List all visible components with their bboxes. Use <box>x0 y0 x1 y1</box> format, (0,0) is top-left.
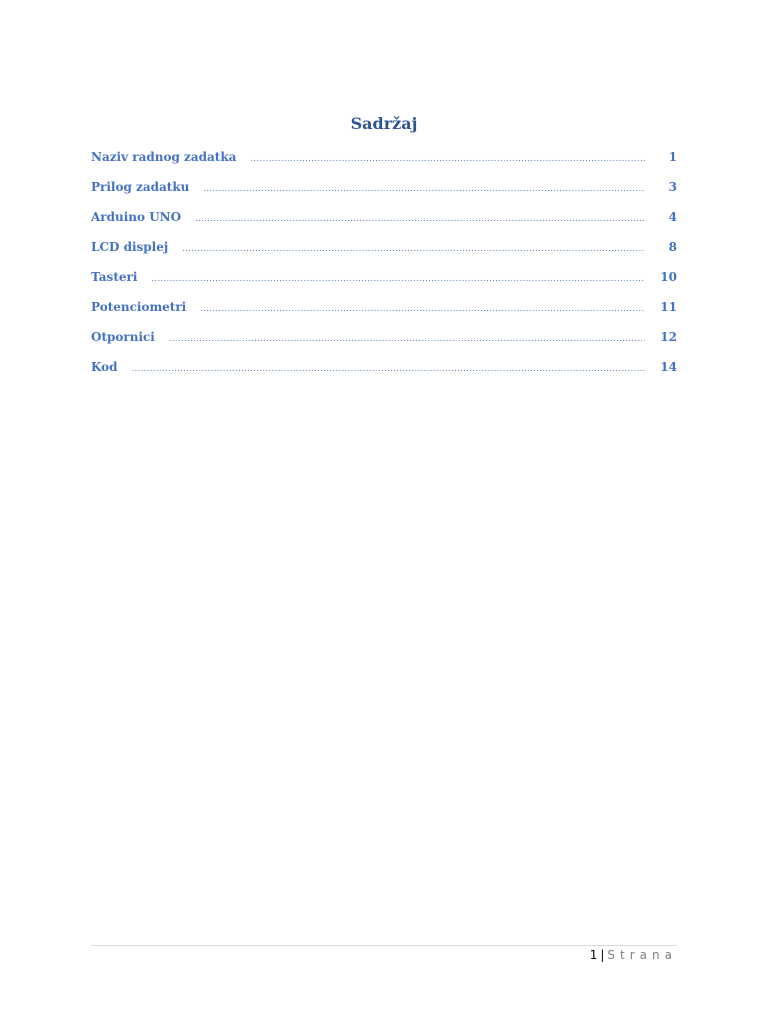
footer-separator: | <box>600 948 605 962</box>
toc-entry-naziv-radnog-zadatka[interactable] <box>91 150 677 180</box>
toc-dot-leader <box>132 364 645 373</box>
toc-dot-leader <box>169 334 645 343</box>
toc-entry-page-number: 4 <box>668 210 677 224</box>
toc-entry-label: Prilog zadatku <box>91 180 190 194</box>
toc-entry-page-number: 14 <box>660 360 677 374</box>
toc-entry-page-number: 3 <box>668 180 677 194</box>
toc-entry-page-number: 12 <box>660 330 677 344</box>
toc-entry-label: Arduino UNO <box>91 210 182 224</box>
toc-entry-prilog-zadatku[interactable] <box>91 180 677 210</box>
toc-entry-potenciometri[interactable] <box>91 300 677 330</box>
toc-entry-page-number: 11 <box>660 300 677 314</box>
toc-entry-page-number: 1 <box>668 150 677 164</box>
toc-entry-label: Potenciometri <box>91 300 187 314</box>
table-of-contents <box>91 150 677 390</box>
toc-title: Sadržaj <box>350 114 418 133</box>
footer-page-number: 1 <box>589 948 598 962</box>
toc-dot-leader <box>203 184 645 193</box>
toc-dot-leader <box>195 214 645 223</box>
toc-entry-otpornici[interactable] <box>91 330 677 360</box>
toc-entry-page-number: 8 <box>668 240 677 254</box>
toc-dot-leader <box>200 304 645 313</box>
toc-dot-leader <box>182 244 645 253</box>
page-footer <box>590 948 677 962</box>
footer-divider <box>91 945 677 946</box>
footer-page-word: Strana <box>607 948 677 962</box>
toc-entry-kod[interactable] <box>91 360 677 390</box>
toc-entry-tasteri[interactable] <box>91 270 677 300</box>
toc-entry-label: Naziv radnog zadatka <box>91 150 237 164</box>
toc-entry-lcd-displej[interactable] <box>91 240 677 270</box>
toc-entry-label: Tasteri <box>91 270 138 284</box>
toc-entry-page-number: 10 <box>660 270 677 284</box>
toc-dot-leader <box>250 154 645 163</box>
toc-entry-arduino-uno[interactable] <box>91 210 677 240</box>
toc-entry-label: Otpornici <box>91 330 155 344</box>
toc-dot-leader <box>151 274 645 283</box>
toc-entry-label: LCD displej <box>91 240 169 254</box>
toc-entry-label: Kod <box>91 360 118 374</box>
